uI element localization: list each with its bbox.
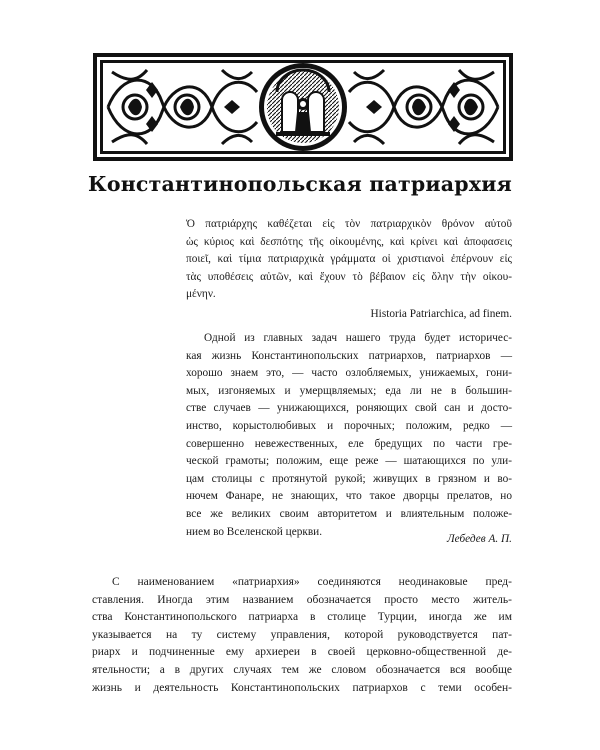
quote-line: все же великих своим авторитетом и влиятельным положе- [186,507,512,520]
body-line: указывается на ту систему управления, которой руководствуется пат- [92,628,512,641]
quote-line: кая жизнь Константинопольских патриархов, патриархов — [186,349,512,362]
body-line: жизнь и деятельность Константинопольских патриархов с теми особен- [92,681,512,694]
greek-epigraph [186,216,512,304]
epigraph-line: ὡς κύριος καὶ δεσπότης τῆς οἰκουμένης, καὶ κρίνει καὶ ἀποφασεις [186,235,512,248]
quote-line: хорошо знаем это, — часто озлобляемых, унижаемых, гони- [186,367,512,380]
quote-line: стве случаев — унижающихся, роняющих свой сан и досто- [186,402,512,415]
body-line: ятельности; а в других случаях тем же словом обозначается вся вообще [92,663,512,676]
quote-block [186,330,512,541]
quote-line: совершенно невежественных, еле бредущих по части гре- [186,437,512,450]
quote-line: цам столицы с протянутой рукой; живущих в грязном и во- [186,472,512,485]
body-line: ства Константинопольского патриарха в столице Турции, иногда же им [92,611,512,624]
ornamental-header-panel [92,52,514,162]
quote-line: инство, корыстолюбивых и порочных; положим, редко — [186,419,512,432]
epigraph-line: ποιεῖ, καὶ τίμια πατριαρχικὰ γράμματα οἱ χριστιανοὶ ἐπέρνουν εἰς [186,253,512,266]
epigraph-source: Historia Patriarchica, ad finem. [370,308,512,320]
epigraph-line: τὰς υποθέσεις αὐτῶν, καὶ ἔχουν τὸ βέβαιον εἰς ὅλην τὴν οἰκου- [186,270,512,283]
body-line: ставления. Иногда этим названием обозначается просто место житель- [92,593,512,606]
body-line: риарх и подчиненные ему архиереи в своей церковно-общественной де- [92,646,512,659]
body-line: С наименованием «патриархия» соединяются неодинаковые пред- [112,576,512,588]
quote-line: мых, изгоняемых и умерщвляемых; еда ли не в большин- [186,384,512,397]
body-paragraph [92,574,512,697]
epigraph-line: μένην. [186,288,216,301]
quote-line: Одной из главных задач нашего труда будет историчес- [204,332,512,344]
quote-author: Лебедев А. П. [446,533,512,545]
quote-line: ческой грамоты; положим, еще реже — шатающихся по ули- [186,455,512,468]
chapter-title: Константинопольская патриархия [88,172,512,196]
epigraph-line: Ὁ πατριάρχης καθέζεται εἰς τὸν πατριαρχικὸν θρόνον αὐτοῦ [186,218,512,230]
quote-line: нием во Вселенской церкви. [186,525,323,538]
quote-line: нючем Фанаре, не знающих, что такое дворцы прелатов, но [186,490,512,503]
